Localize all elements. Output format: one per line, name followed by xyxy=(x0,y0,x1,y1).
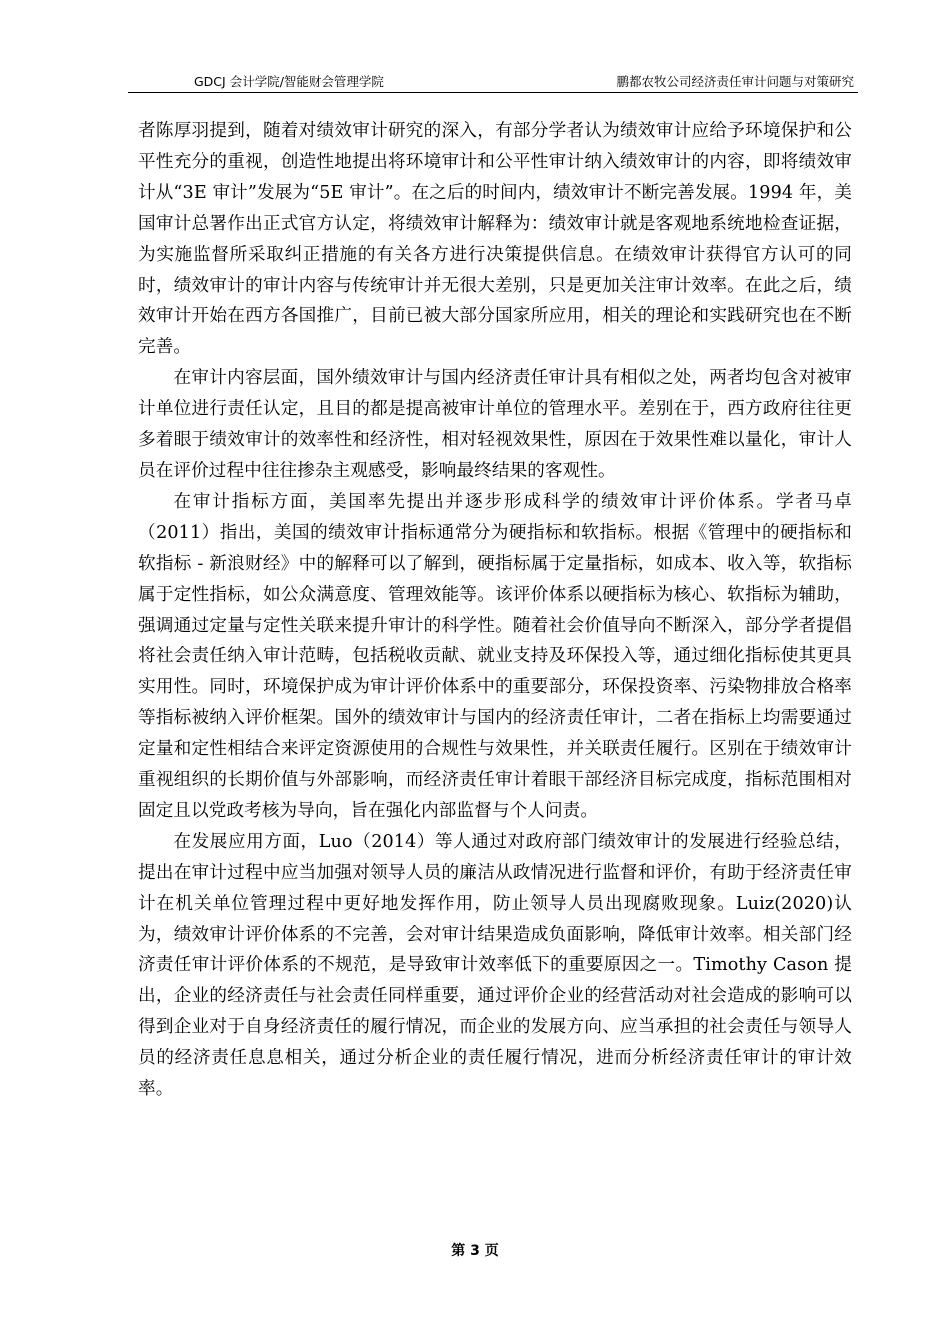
body-text xyxy=(138,116,852,1105)
paragraph-audit-indicators: 在审计指标方面，美国率先提出并逐步形成科学的绩效审计评价体系。学者马卓（2011）指出，美国的绩效审计指标通常分为硬指标和软指标。根据《管理中的硬指标和软指标 - 新浪财经》中的解释可以了解到，硬指标属于定量指标，如成本、收入等，软指标属于定性指标，如公众满意度、管理效能等。该评价体系以硬指标为核心、软指标为辅助，强调通过定量与定性关联来提升审计的科学性。随着社会价值导向不断深入，部分学者提倡将社会责任纳入审计范畴，包括税收贡献、就业支持及环保投入等，通过细化指标使其更具实用性。同时，环境保护成为审计评价体系中的重要部分，环保投资率、污染物排放合格率等指标被纳入评价框架。国外的绩效审计与国内的经济责任审计，二者在指标上均需要通过定量和定性相结合来评定资源使用的合规性与效果性，并关联责任履行。区别在于绩效审计重视组织的长期价值与外部影响，而经济责任审计着眼干部经济目标完成度，指标范围相对固定且以党政考核为导向，旨在强化内部监督与个人问责。 xyxy=(138,491,852,821)
header-thesis-title: 鹏都农牧公司经济责任审计问题与对策研究 xyxy=(616,74,854,89)
paragraph-development-application: 在发展应用方面，Luo（2014）等人通过对政府部门绩效审计的发展进行经验总结，提出在审计过程中应当加强对领导人员的廉洁从政情况进行监督和评价，有助于经济责任审计在机关单位管理过程中更好地发挥作用，防止领导人员出现腐败现象。Luiz(2020)认为，绩效审计评价体系的不完善，会对审计结果造成负面影响，降低审计效率。相关部门经济责任审计评价体系的不规范，是导致审计效率低下的重要原因之一。Timothy Cason 提出，企业的经济责任与社会责任同样重要，通过评价企业的经营活动对社会造成的影响可以得到企业对于自身经济责任的履行情况，而企业的发展方向、应当承担的社会责任与领导人员的经济责任息息相关，通过分析企业的责任履行情况，进而分析经济责任审计的审计效率。 xyxy=(138,831,852,1100)
header-institution: GDCJ 会计学院/智能财会管理学院 xyxy=(194,74,384,89)
page-number: 第 3 页 xyxy=(451,1243,499,1259)
page-header xyxy=(128,70,858,93)
paragraph-audit-content: 在审计内容层面，国外绩效审计与国内经济责任审计具有相似之处，两者均包含对被审计单位进行责任认定，且目的都是提高被审计单位的管理水平。差别在于，西方政府往往更多着眼于绩效审计的效率性和经济性，相对轻视效果性，原因在于效果性难以量化，审计人员在评价过程中往往掺杂主观感受，影响最终结果的客观性。 xyxy=(138,368,852,481)
paragraph-continuation: 者陈厚羽提到，随着对绩效审计研究的深入，有部分学者认为绩效审计应给予环境保护和公平性充分的重视，创造性地提出将环境审计和公平性审计纳入绩效审计的内容，即将绩效审计从“3E 审计”发展为“5E 审计”。在之后的时间内，绩效审计不断完善发展。1994 年，美国审计总署作出正式官方认定，将绩效审计解释为：绩效审计就是客观地系统地检查证据，为实施监督所采取纠正措施的有关各方进行决策提供信息。在绩效审计获得官方认可的同时，绩效审计的审计内容与传统审计并无很大差别，只是更加关注审计效率。在此之后，绩效审计开始在西方各国推广，目前已被大部分国家所应用，相关的理论和实践研究也在不断完善。 xyxy=(138,121,852,358)
